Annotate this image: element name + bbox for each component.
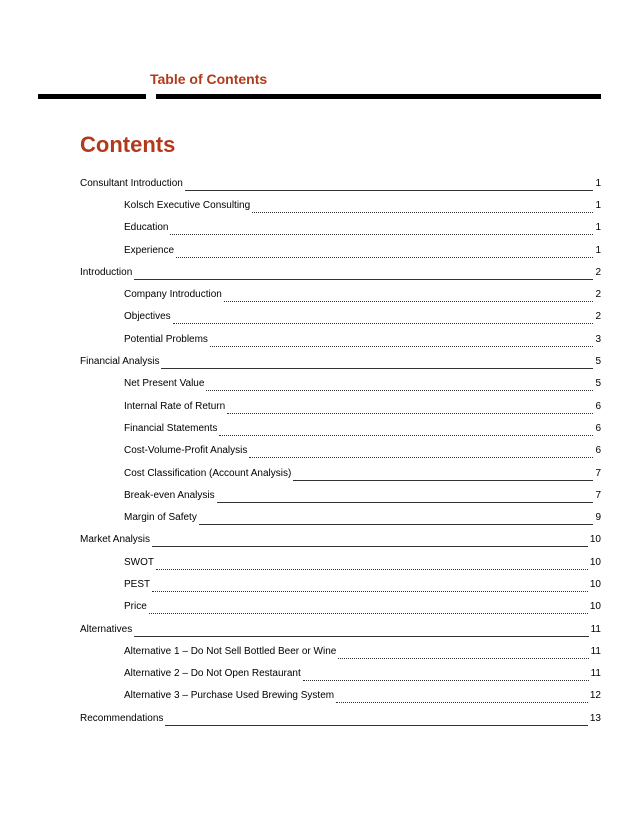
toc-entry-page: 1 xyxy=(595,177,601,189)
toc-entry-page: 11 xyxy=(590,623,601,635)
toc-entry[interactable] xyxy=(80,350,601,372)
toc-entry-page: 6 xyxy=(595,422,601,434)
toc-entry-page: 10 xyxy=(589,556,601,568)
toc-entry-label: Consultant Introduction xyxy=(80,177,183,189)
toc-entry-leader xyxy=(338,648,588,659)
toc-entry-leader xyxy=(227,403,593,414)
toc-entry-page: 3 xyxy=(595,333,601,345)
header-rule-right xyxy=(156,94,601,99)
toc-entry-leader xyxy=(185,180,594,191)
toc-entry-page: 1 xyxy=(595,199,601,211)
toc-entry-leader xyxy=(173,313,594,324)
toc-entry-page: 10 xyxy=(589,534,601,546)
toc-entry-page: 5 xyxy=(595,356,601,368)
toc-entry[interactable] xyxy=(80,640,601,662)
toc-entry-leader xyxy=(293,470,593,481)
toc-entry-page: 6 xyxy=(595,400,601,412)
header-rule-left xyxy=(38,94,146,99)
contents-heading: Contents xyxy=(80,132,176,157)
toc-entry-page: 12 xyxy=(589,690,601,702)
toc-entry[interactable] xyxy=(80,573,601,595)
toc-entry-leader xyxy=(165,715,588,726)
toc-entry-page: 1 xyxy=(595,222,601,234)
toc-entry[interactable] xyxy=(80,172,601,194)
toc-entry[interactable] xyxy=(80,261,601,283)
toc-entry[interactable] xyxy=(80,707,601,729)
toc-entry[interactable] xyxy=(80,217,601,239)
toc-entry-label: Financial Analysis xyxy=(80,356,160,368)
toc-entry-leader xyxy=(134,626,588,637)
toc-entry-page: 2 xyxy=(595,311,601,323)
toc-entry-page: 2 xyxy=(595,266,601,278)
toc-entry[interactable] xyxy=(80,239,601,261)
toc-entry[interactable] xyxy=(80,194,601,216)
toc-entry-label: Internal Rate of Return xyxy=(124,400,226,412)
toc-entry-page: 7 xyxy=(595,489,601,501)
toc-entry[interactable] xyxy=(80,328,601,350)
toc-entry-page: 9 xyxy=(595,512,601,524)
toc-entry-page: 10 xyxy=(589,578,601,590)
toc-entry-page: 11 xyxy=(590,668,601,680)
toc-entry-label: Introduction xyxy=(80,266,133,278)
toc-entry-label: Alternative 2 – Do Not Open Restaurant xyxy=(124,668,301,680)
toc-entry-label: Margin of Safety xyxy=(124,512,197,524)
toc-entry-leader xyxy=(206,380,593,391)
toc-entry-leader xyxy=(336,692,588,703)
toc-entry-page: 10 xyxy=(589,601,601,613)
toc-entry-page: 6 xyxy=(595,445,601,457)
toc-entry[interactable] xyxy=(80,417,601,439)
toc-entry[interactable] xyxy=(80,685,601,707)
toc-entry-leader xyxy=(161,358,593,369)
toc-entry-label: Net Present Value xyxy=(124,378,205,390)
toc-entry-label: Potential Problems xyxy=(124,333,208,345)
toc-entry-label: Kolsch Executive Consulting xyxy=(124,199,251,211)
toc-entry[interactable] xyxy=(80,618,601,640)
toc-entry-leader xyxy=(199,514,594,525)
toc-entry-label: Financial Statements xyxy=(124,422,218,434)
toc-entry-page: 11 xyxy=(590,645,601,657)
header-title: Table of Contents xyxy=(150,71,268,87)
toc-entry-leader xyxy=(219,425,593,436)
toc-entry-label: Recommendations xyxy=(80,712,164,724)
toc-entry-leader xyxy=(170,224,593,235)
toc-entry[interactable] xyxy=(80,529,601,551)
toc-entry-label: Market Analysis xyxy=(80,534,151,546)
toc-entry[interactable] xyxy=(80,551,601,573)
toc-entry-leader xyxy=(252,202,593,213)
toc-entry-label: Alternative 3 – Purchase Used Brewing System xyxy=(124,690,335,702)
toc-entry-label: SWOT xyxy=(124,556,154,568)
toc-entry-leader xyxy=(249,447,593,458)
toc-entry-label: Price xyxy=(124,601,147,613)
toc-entry-leader xyxy=(152,581,588,592)
toc-entry-label: Objectives xyxy=(124,311,171,323)
toc-entry[interactable] xyxy=(80,484,601,506)
toc-entry-leader xyxy=(210,336,594,347)
toc-entry-leader xyxy=(156,559,588,570)
toc-entry-leader xyxy=(303,670,589,681)
toc-entry[interactable] xyxy=(80,373,601,395)
toc-list xyxy=(80,172,601,729)
toc-entry-page: 13 xyxy=(589,712,601,724)
toc-entry[interactable] xyxy=(80,462,601,484)
toc-entry-label: Experience xyxy=(124,244,175,256)
toc-entry[interactable] xyxy=(80,663,601,685)
toc-entry-page: 2 xyxy=(595,289,601,301)
toc-entry-label: PEST xyxy=(124,578,151,590)
toc-entry-label: Education xyxy=(124,222,169,234)
toc-entry-page: 1 xyxy=(595,244,601,256)
toc-entry-page: 5 xyxy=(595,378,601,390)
toc-entry[interactable] xyxy=(80,506,601,528)
toc-entry[interactable] xyxy=(80,306,601,328)
toc-entry-label: Alternatives xyxy=(80,623,133,635)
toc-entry-label: Alternative 1 – Do Not Sell Bottled Beer or Wine xyxy=(124,645,337,657)
toc-entry[interactable] xyxy=(80,395,601,417)
toc-entry-label: Cost Classification (Account Analysis) xyxy=(124,467,292,479)
toc-entry-leader xyxy=(224,291,594,302)
toc-entry-label: Company Introduction xyxy=(124,289,222,301)
toc-entry[interactable] xyxy=(80,596,601,618)
toc-entry-leader xyxy=(152,536,588,547)
toc-entry-page: 7 xyxy=(595,467,601,479)
toc-entry[interactable] xyxy=(80,440,601,462)
toc-entry[interactable] xyxy=(80,283,601,305)
toc-entry-leader xyxy=(176,247,593,258)
toc-entry-leader xyxy=(134,269,593,280)
toc-entry-leader xyxy=(149,603,588,614)
toc-entry-label: Cost-Volume-Profit Analysis xyxy=(124,445,248,457)
toc-entry-leader xyxy=(217,492,594,503)
toc-entry-label: Break-even Analysis xyxy=(124,489,215,501)
